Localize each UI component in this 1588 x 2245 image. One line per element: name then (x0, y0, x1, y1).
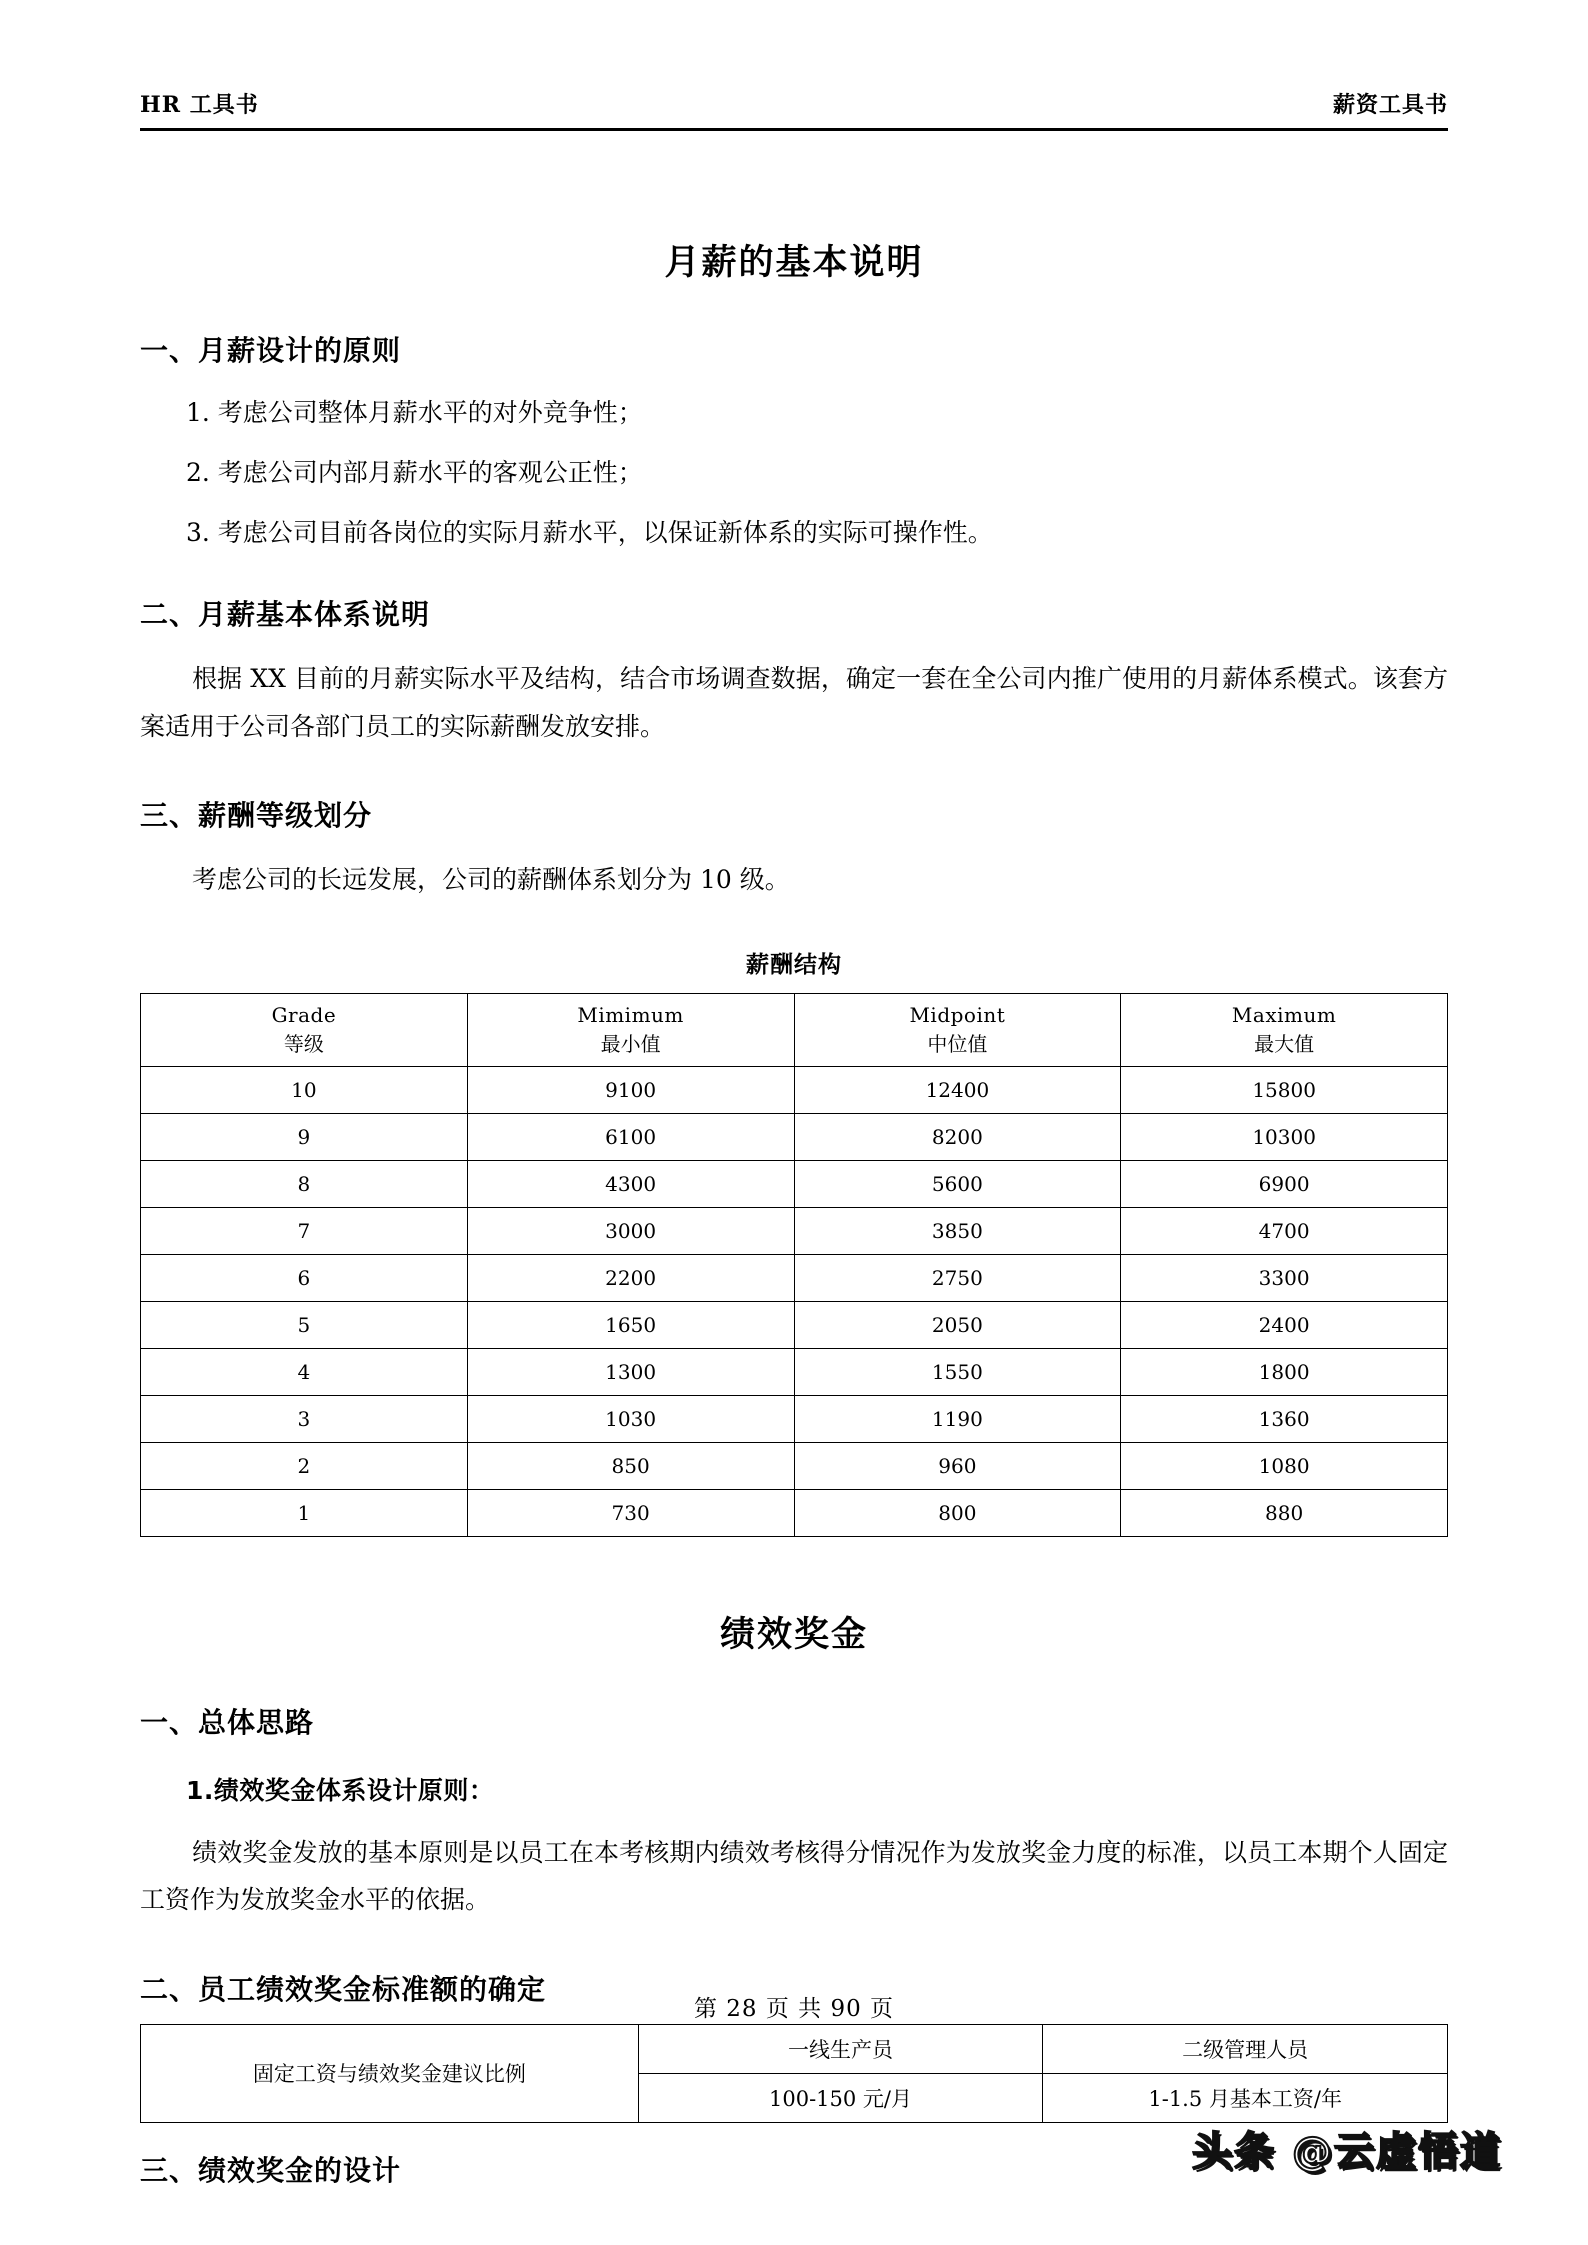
header-left-title: HR 工具书 (140, 92, 259, 118)
cell-minimum: 3000 (467, 1207, 794, 1254)
paragraph-bonus-principles (140, 1829, 1448, 1924)
cell-midpoint: 2750 (794, 1254, 1121, 1301)
cell-grade: 10 (141, 1066, 468, 1113)
cell-grade: 3 (141, 1395, 468, 1442)
cell-midpoint: 8200 (794, 1113, 1121, 1160)
cell-minimum: 2200 (467, 1254, 794, 1301)
cell-grade: 4 (141, 1348, 468, 1395)
column-header-en: Maximum (1231, 1002, 1337, 1027)
cell-minimum: 6100 (467, 1113, 794, 1160)
column-header-frontline-staff: 一线生产员 (638, 2024, 1043, 2073)
column-header-cn: 最大值 (1254, 1031, 1315, 1056)
cell-frontline-staff-value: 100-150 元/月 (638, 2073, 1043, 2122)
cell-minimum: 1300 (467, 1348, 794, 1395)
cell-maximum: 3300 (1121, 1254, 1448, 1301)
cell-grade: 7 (141, 1207, 468, 1254)
cell-maximum: 1360 (1121, 1395, 1448, 1442)
heading-bonus-design: 三、绩效奖金的设计 (140, 2153, 402, 2187)
list-item: 1. 考虑公司整体月薪水平的对外竞争性； (186, 398, 643, 427)
column-header-en: Grade (271, 1002, 337, 1027)
sub-heading-bonus-design-principles: 1.绩效奖金体系设计原则： (186, 1775, 495, 1805)
cell-minimum: 730 (467, 1489, 794, 1536)
column-header-cn: 中位值 (927, 1031, 988, 1056)
page-number-footer: 第 28 页 共 90 页 (693, 1996, 895, 2022)
cell-maximum: 1800 (1121, 1348, 1448, 1395)
paragraph-text: 考虑公司的长远发展，公司的薪酬体系划分为 10 级。 (192, 865, 790, 894)
watermark: 头条 @云虚悟道 (1192, 2129, 1502, 2175)
column-header-en: Midpoint (909, 1002, 1006, 1027)
cell-minimum: 850 (467, 1442, 794, 1489)
column-header-midpoint (794, 993, 1121, 1066)
table-row (141, 1395, 1448, 1442)
cell-grade: 5 (141, 1301, 468, 1348)
heading-overall-approach: 一、总体思路 (140, 1705, 315, 1739)
cell-grade: 9 (141, 1113, 468, 1160)
table-row (141, 1113, 1448, 1160)
column-header-cn: 最小值 (600, 1031, 661, 1056)
cell-midpoint: 3850 (794, 1207, 1121, 1254)
column-header-grade (141, 993, 468, 1066)
heading-salary-grade-division: 三、薪酬等级划分 (140, 799, 373, 832)
cell-grade: 6 (141, 1254, 468, 1301)
list-item: 3. 考虑公司目前各岗位的实际月薪水平，以保证新体系的实际可操作性。 (186, 518, 993, 547)
heading-salary-system-overview: 二、月薪基本体系说明 (140, 598, 431, 631)
cell-maximum: 2400 (1121, 1301, 1448, 1348)
table-row (141, 1489, 1448, 1536)
cell-maximum: 10300 (1121, 1113, 1448, 1160)
table-row (141, 2024, 1448, 2073)
column-header-second-level-management: 二级管理人员 (1043, 2024, 1448, 2073)
column-header-en: Mimimum (577, 1002, 684, 1027)
page-title-performance-bonus: 绩效奖金 (719, 1613, 868, 1655)
cell-second-level-management-value: 1-1.5 月基本工资/年 (1043, 2073, 1448, 2122)
table-row (141, 1207, 1448, 1254)
paragraph-text: 根据 XX 目前的月薪实际水平及结构，结合市场调查数据，确定一套在全公司内推广使用的月薪体系模式。该套方案适用于公司各部门员工的实际薪酬发放安排。 (140, 664, 1448, 741)
cell-midpoint: 800 (794, 1489, 1121, 1536)
cell-maximum: 1080 (1121, 1442, 1448, 1489)
table-row (141, 1066, 1448, 1113)
cell-midpoint: 5600 (794, 1160, 1121, 1207)
heading-salary-design-principles: 一、月薪设计的原则 (140, 334, 402, 367)
column-header-minimum (467, 993, 794, 1066)
table-header-row (141, 993, 1448, 1066)
table-row (141, 1442, 1448, 1489)
table-row (141, 1348, 1448, 1395)
cell-midpoint: 960 (794, 1442, 1121, 1489)
document-body (140, 200, 1448, 2189)
table-row (141, 1301, 1448, 1348)
column-header-cn: 等级 (283, 1031, 324, 1056)
header-right-title: 薪资工具书 (1332, 92, 1448, 118)
cell-grade: 2 (141, 1442, 468, 1489)
table-row (141, 1254, 1448, 1301)
cell-maximum: 4700 (1121, 1207, 1448, 1254)
table-row (141, 1160, 1448, 1207)
cell-midpoint: 1550 (794, 1348, 1121, 1395)
running-header (140, 88, 1448, 131)
column-header-maximum (1121, 993, 1448, 1066)
heading-bonus-standard-amount: 二、员工绩效奖金标准额的确定 (140, 1972, 547, 2006)
cell-grade: 1 (141, 1489, 468, 1536)
bonus-ratio-table (140, 2024, 1448, 2123)
salary-structure-table (140, 993, 1448, 1537)
cell-ratio-label: 固定工资与绩效奖金建议比例 (141, 2024, 639, 2122)
cell-minimum: 4300 (467, 1160, 794, 1207)
cell-minimum: 1650 (467, 1301, 794, 1348)
cell-midpoint: 1190 (794, 1395, 1121, 1442)
cell-grade: 8 (141, 1160, 468, 1207)
cell-minimum: 9100 (467, 1066, 794, 1113)
paragraph-salary-system (140, 655, 1448, 750)
cell-midpoint: 2050 (794, 1301, 1121, 1348)
paragraph-salary-grades (140, 856, 1448, 904)
cell-maximum: 15800 (1121, 1066, 1448, 1113)
cell-midpoint: 12400 (794, 1066, 1121, 1113)
cell-minimum: 1030 (467, 1395, 794, 1442)
list-item: 2. 考虑公司内部月薪水平的客观公正性； (186, 458, 643, 487)
cell-maximum: 6900 (1121, 1160, 1448, 1207)
page-title-monthly-salary: 月薪的基本说明 (664, 242, 924, 283)
paragraph-text: 绩效奖金发放的基本原则是以员工在本考核期内绩效考核得分情况作为发放奖金力度的标准，以员工本期个人固定工资作为发放奖金水平的依据。 (140, 1837, 1448, 1914)
cell-maximum: 880 (1121, 1489, 1448, 1536)
table-caption-salary-structure: 薪酬结构 (746, 951, 842, 978)
